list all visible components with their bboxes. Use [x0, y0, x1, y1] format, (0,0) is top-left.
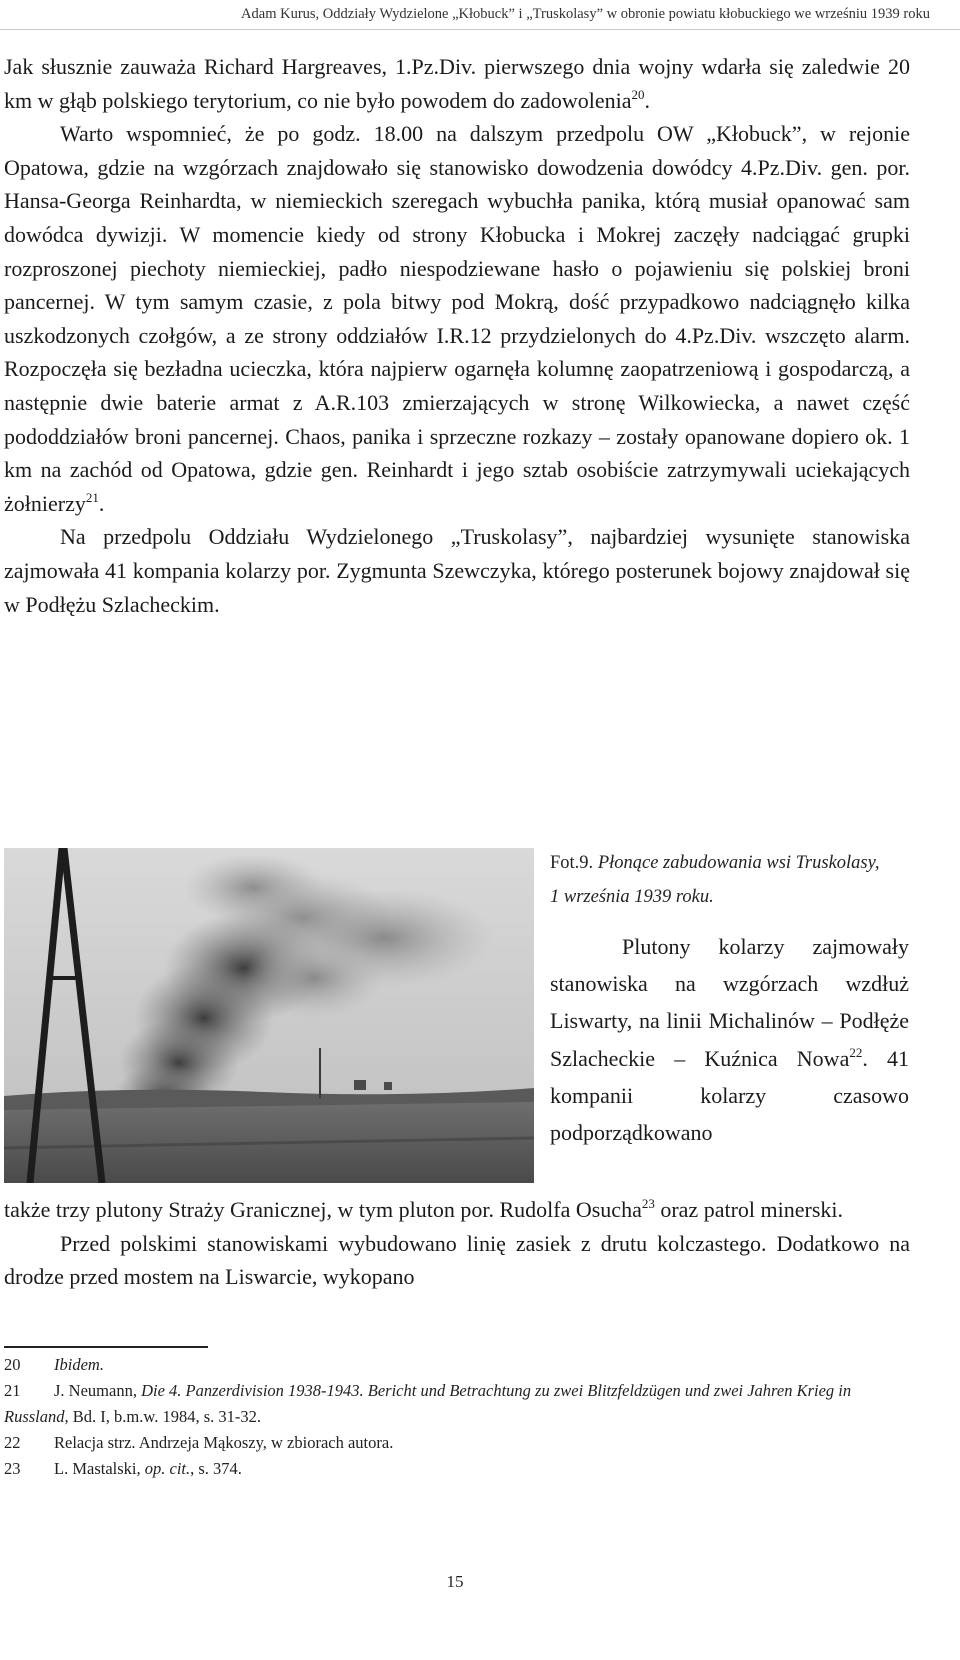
page-number: 15	[446, 1572, 464, 1591]
paragraph-2: Warto wspomnieć, że po godz. 18.00 na dalszym przedpolu OW „Kłobuck”, w rejonie Opatowa, gdzie na wzgórzach znajdowało się stanowisko dowodzenia dowódcy 4.Pz.Div. gen. por. Hansa-Georga Reinhardta, w niemieckich szeregach wybuchła panika, którą musiał opanować sam dowódca dywizji. W momencie kiedy od strony Kłobucka i Mokrej zaczęły nadciągać grupki rozproszonej piechoty niemieckiej, padło niespodziewane hasło o pojawieniu się polskiej broni pancernej. W tym samym czasie, z pola bitwy pod Mokrą, dość przypadkowo nadciągnęło kilka uszkodzonych czołgów, a ze strony oddziałów I.R.12 przydzielonych do 4.Pz.Div. wszczęto alarm. Rozpoczęła się bezładna ucieczka, która najpierw ogarnęła kolumnę zaopatrzeniową i gospodarczą, a następnie dwie baterie armat z A.R.103 zmierzających w stronę Wilkowiecka, a nawet część pododdziałów broni pancernej. Chaos, panika i sprzeczne rozkazy – zostały opanowane dopiero ok. 1 km na zachód od Opatowa, gdzie gen. Reinhardt i jego sztab osobiście zatrzymywali uciekających żołnierzy$^{21}$.	[4, 121, 910, 516]
photo-caption	[550, 846, 890, 914]
main-text-top	[4, 50, 910, 621]
paragraph-3: Na przedpolu Oddziału Wydzielonego „Truskolasy”, najbardziej wysunięte stanowiska zajmowała 41 kompania kolarzy por. Zygmunta Szewczyka, którego posterunek bojowy znajdował się w Podłężu Szlacheckim.	[4, 524, 910, 617]
main-text-bottom	[4, 1193, 910, 1294]
footnote-21: 21 J. Neumann, Die 4. Panzerdivision 1938-1943. Bericht und Betrachtung zu zwei Blitzfeldzügen und zwei Jahren Krieg in Russland, Bd. I, b.m.w. 1984, s. 31-32.	[4, 1381, 852, 1426]
caption-text: Płonące zabudowania wsi Truskolasy, 1 września 1939 roku.	[550, 853, 880, 907]
side-text	[550, 928, 909, 1151]
footnote-23: 23 L. Mastalski, op. cit., s. 374.	[4, 1459, 242, 1478]
footnotes	[4, 1352, 910, 1482]
footnote-rule	[4, 1346, 208, 1348]
paragraph-4-end: także trzy plutony Straży Granicznej, w tym pluton por. Rudolfa Osucha$^{23}$ oraz patrol minerski.	[4, 1196, 844, 1222]
paragraph-4-start: Plutony kolarzy zajmowały stanowiska na wzgórzach wzdłuż Liswarty, na linii Michalinów – Podłęże Szlacheckie – Kuźnica Nowa$^{22}$. 41 kompanii kolarzy czasowo podporządkowano	[550, 934, 909, 1146]
paragraph-1: Jak słusznie zauważa Richard Hargreaves, 1.Pz.Div. pierwszego dnia wojny wdarła się zaledwie 20 km w głąb polskiego terytorium, co nie było powodem do zadowolenia$^{20}$.	[4, 54, 910, 113]
footnote-22: 22 Relacja strz. Andrzeja Mąkoszy, w zbiorach autora.	[4, 1433, 394, 1452]
footnote-ref-23[interactable]: 23	[641, 1196, 655, 1211]
caption-label: Fot.9.	[550, 853, 594, 873]
paragraph-5: Przed polskimi stanowiskami wybudowano linię zasiek z drutu kolczastego. Dodatkowo na drodze przed mostem na Liswarcie, wykopano	[4, 1230, 910, 1290]
footnote-ref-21[interactable]: 21	[85, 489, 99, 505]
running-header	[241, 6, 930, 23]
footnote-ref-22[interactable]: 22	[849, 1044, 863, 1060]
header-rule	[0, 29, 960, 30]
running-title: Adam Kurus, Oddziały Wydzielone „Kłobuck” i „Truskolasy” w obronie powiatu kłobuckiego we wrześniu 1939 roku	[241, 6, 930, 22]
footnote-20: 20 Ibidem.	[4, 1355, 104, 1374]
photo-burning-buildings	[4, 848, 534, 1183]
footnote-ref-20[interactable]: 20	[631, 86, 645, 102]
